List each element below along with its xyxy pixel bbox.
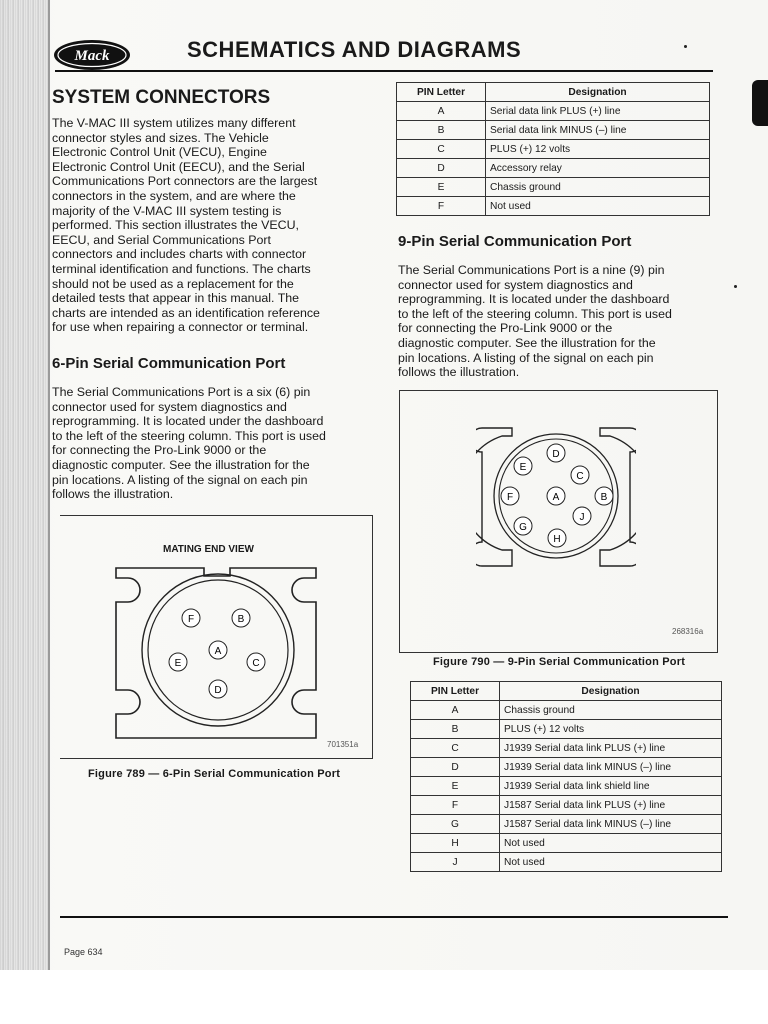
six-pin-line: to the left of the steering column. This port is used — [52, 428, 326, 443]
logo-text: Mack — [74, 48, 110, 64]
table-header-designation: Designation — [500, 682, 722, 701]
intro-line: should not be used as a replacement for the — [52, 276, 294, 291]
mack-logo — [52, 38, 132, 72]
pin-c-label: C — [252, 658, 260, 669]
designation-cell: PLUS (+) 12 volts — [486, 140, 710, 159]
designation-cell: PLUS (+) 12 volts — [500, 720, 722, 739]
intro-line: for use when repairing a connector or terminal. — [52, 320, 309, 335]
table-row — [411, 853, 722, 872]
pin-letter-cell: F — [397, 197, 486, 216]
speck — [684, 45, 687, 48]
pin-letter-cell: B — [397, 121, 486, 140]
intro-line: performed. This section illustrates the VECU, — [52, 218, 299, 233]
six-pin-figure-code: 701351a — [327, 740, 359, 749]
nine-pin-paragraph — [398, 263, 728, 380]
intro-line: connector styles and sizes. The Vehicle — [52, 130, 269, 145]
intro-line: terminal identification and functions. The charts — [52, 261, 311, 276]
header-rule — [55, 70, 713, 72]
nine-pin-line: diagnostic computer. See the illustration for the — [398, 335, 656, 350]
table-row — [397, 178, 710, 197]
intro-line: connectors in the system, and are where the — [52, 188, 296, 203]
pin-j-label: J — [579, 512, 585, 523]
designation-cell: Chassis ground — [486, 178, 710, 197]
designation-cell: J1587 Serial data link MINUS (–) line — [500, 815, 722, 834]
pin-letter-cell: E — [411, 777, 500, 796]
binding-edge — [48, 0, 50, 970]
designation-cell: Serial data link PLUS (+) line — [486, 102, 710, 121]
six-pin-paragraph — [52, 385, 382, 502]
table-row — [397, 102, 710, 121]
designation-cell: Not used — [500, 834, 722, 853]
page-title: SCHEMATICS AND DIAGRAMS — [187, 37, 522, 62]
intro-line: connectors and includes charts with connector — [52, 247, 307, 262]
pin-f-label: F — [187, 614, 195, 625]
designation-cell: Serial data link MINUS (–) line — [486, 121, 710, 140]
pin-h-label: H — [553, 534, 561, 545]
page-background-below — [0, 970, 768, 1024]
table-row — [411, 701, 722, 720]
designation-cell: Not used — [500, 853, 722, 872]
mating-end-view-label: MATING END VIEW — [163, 544, 254, 555]
pin-c-label: C — [576, 471, 584, 482]
pin-d-label: D — [552, 449, 560, 460]
pin-letter-cell: A — [397, 102, 486, 121]
pin-e-label: E — [519, 462, 527, 473]
table-row — [411, 758, 722, 777]
designation-cell: Chassis ground — [500, 701, 722, 720]
six-pin-line: connector used for system diagnostics and — [52, 399, 287, 414]
nine-pin-connector-diagram — [476, 422, 636, 572]
pin-letter-cell: D — [397, 159, 486, 178]
intro-line: EECU, and Serial Communications Port — [52, 232, 271, 247]
table-row — [397, 121, 710, 140]
six-pin-table — [396, 82, 710, 216]
table-header-pin: PIN Letter — [411, 682, 500, 701]
pin-a-label: A — [552, 492, 560, 503]
pin-letter-cell: H — [411, 834, 500, 853]
six-pin-line: pin locations. A listing of the signal on each pin — [52, 472, 308, 487]
nine-pin-line: follows the illustration. — [398, 365, 520, 380]
designation-cell: J1939 Serial data link PLUS (+) line — [500, 739, 722, 758]
table-header-designation: Designation — [486, 83, 710, 102]
designation-cell: Accessory relay — [486, 159, 710, 178]
pin-letter-cell: J — [411, 853, 500, 872]
table-row — [411, 796, 722, 815]
intro-line: The V-MAC III system utilizes many different — [52, 116, 296, 130]
figure-top-rule — [60, 515, 372, 516]
intro-line: Electronic Control Unit (EECU), and the Serial — [52, 159, 305, 174]
table-header-pin: PIN Letter — [397, 83, 486, 102]
speck — [734, 285, 737, 288]
nine-pin-line: connector used for system diagnostics and — [398, 277, 633, 292]
designation-cell: Not used — [486, 197, 710, 216]
pin-b-label: B — [237, 614, 245, 625]
nine-pin-line: The Serial Communications Port is a nine (9) pin — [398, 263, 665, 277]
table-row — [397, 159, 710, 178]
pin-letter-cell: B — [411, 720, 500, 739]
table-row — [411, 739, 722, 758]
table-row — [411, 777, 722, 796]
nine-pin-line: for connecting the Pro-Link 9000 or the — [398, 321, 613, 336]
pin-letter-cell: E — [397, 178, 486, 197]
table-row — [411, 815, 722, 834]
intro-line: charts are intended as an identification reference — [52, 305, 320, 320]
table-row — [411, 720, 722, 739]
nine-pin-figure-code: 268316a — [672, 627, 704, 636]
pin-d-label: D — [214, 685, 222, 696]
table-row — [411, 834, 722, 853]
pin-letter-cell: F — [411, 796, 500, 815]
six-pin-line: diagnostic computer. See the illustration for the — [52, 457, 310, 472]
nine-pin-line: reprogramming. It is located under the dashboard — [398, 292, 670, 307]
pin-letter-cell: A — [411, 701, 500, 720]
nine-pin-line: pin locations. A listing of the signal on each pin — [398, 350, 654, 365]
table-row — [397, 140, 710, 159]
pin-letter-cell: C — [411, 739, 500, 758]
designation-cell: J1939 Serial data link MINUS (–) line — [500, 758, 722, 777]
pin-g-label: G — [519, 522, 527, 533]
six-pin-line: follows the illustration. — [52, 487, 174, 502]
nine-pin-table — [410, 681, 722, 872]
pin-e-label: E — [174, 658, 182, 669]
section-heading: SYSTEM CONNECTORS — [52, 87, 271, 108]
six-pin-figure-caption: Figure 789 — 6-Pin Serial Communication Port — [88, 768, 341, 780]
intro-line: detailed tests that appear in this manual. The — [52, 291, 300, 306]
six-pin-line: reprogramming. It is located under the dashboard — [52, 414, 324, 429]
table-row — [397, 197, 710, 216]
nine-pin-heading: 9-Pin Serial Communication Port — [398, 233, 632, 250]
six-pin-line: for connecting the Pro-Link 9000 or the — [52, 443, 267, 458]
pin-f-label: F — [506, 492, 514, 503]
pin-b-label: B — [600, 492, 608, 503]
designation-cell: J1939 Serial data link shield line — [500, 777, 722, 796]
book-binding — [0, 0, 48, 970]
edge-tab-mark — [752, 80, 768, 126]
pin-letter-cell: D — [411, 758, 500, 777]
footer-rule — [60, 916, 728, 918]
six-pin-line: The Serial Communications Port is a six (6) pin — [52, 385, 311, 399]
intro-line: majority of the V-MAC III system testing is — [52, 203, 282, 218]
intro-line: Electronic Control Unit (VECU), Engine — [52, 145, 267, 160]
six-pin-heading: 6-Pin Serial Communication Port — [52, 355, 286, 372]
intro-line: Communications Port connectors are the largest — [52, 174, 318, 189]
nine-pin-figure-caption: Figure 790 — 9-Pin Serial Communication Port — [433, 656, 686, 668]
intro-paragraph — [52, 116, 382, 335]
page-number: Page 634 — [64, 947, 103, 957]
six-pin-connector-diagram — [108, 560, 328, 740]
designation-cell: J1587 Serial data link PLUS (+) line — [500, 796, 722, 815]
pin-letter-cell: G — [411, 815, 500, 834]
pin-a-label: A — [214, 646, 222, 657]
pin-letter-cell: C — [397, 140, 486, 159]
nine-pin-line: to the left of the steering column. This port is used — [398, 306, 672, 321]
